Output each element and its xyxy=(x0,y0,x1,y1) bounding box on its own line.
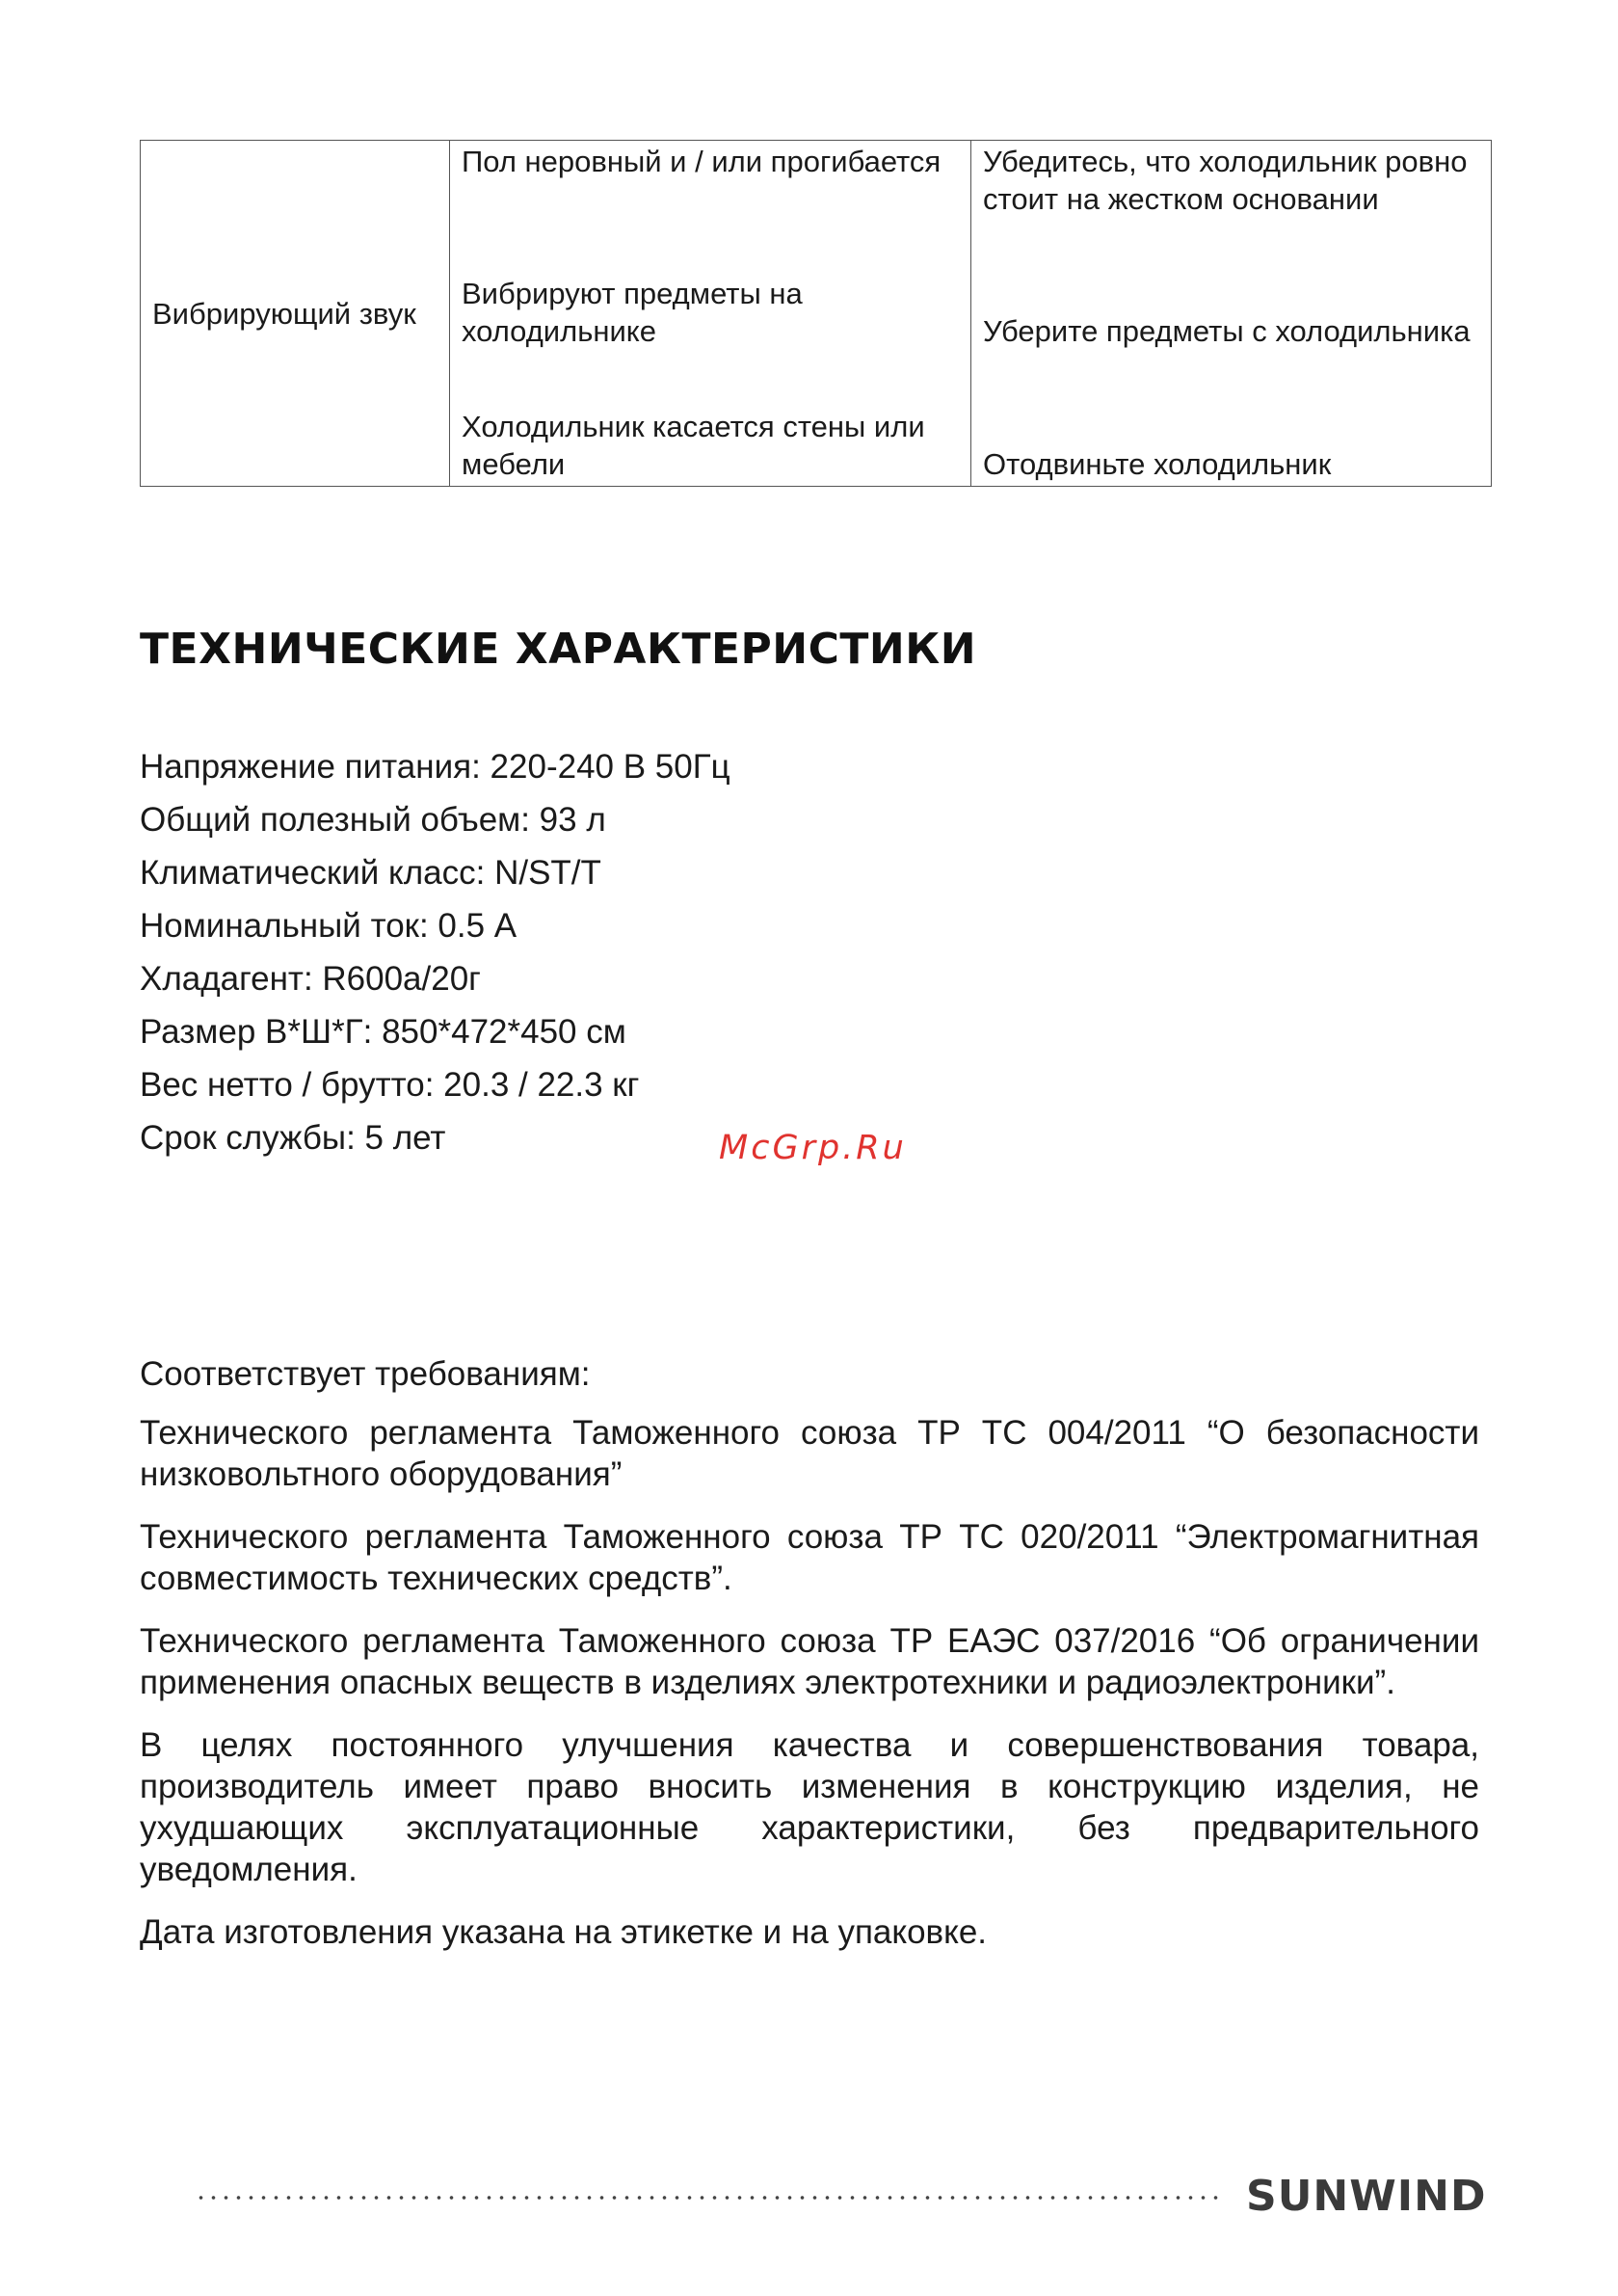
solution-item: Отодвиньте холодильник xyxy=(983,447,1332,481)
problem-text: Вибрирующий звук xyxy=(152,296,416,331)
watermark: McGrp.Ru xyxy=(719,1129,907,1167)
spec-item: Номинальный ток: 0.5 А xyxy=(140,907,517,945)
compliance-paragraph: Дата изготовления указана на этикетке и на упаковке. xyxy=(140,1913,988,1951)
compliance-paragraph: Технического регламента Таможенного союза ТР ТС 004/2011 “О безопасности низковольтного оборудования” xyxy=(140,1414,1479,1493)
spec-item: Размер В*Ш*Г: 850*472*450 см xyxy=(140,1013,626,1051)
spec-item: Вес нетто / брутто: 20.3 / 22.3 кг xyxy=(140,1066,640,1104)
cause-item: Пол неровный и / или прогибается xyxy=(462,145,942,178)
cause-item: Вибрируют предметы на холодильнике xyxy=(462,277,803,348)
solution-item: Уберите предметы с холодильника xyxy=(983,314,1471,348)
compliance-paragraph: Технического регламента Таможенного союза ТР ЕАЭС 037/2016 “Об ограничении применения опасных веществ в изделиях электротехники и радиоэлектроники”. xyxy=(140,1622,1479,1701)
cause-cell xyxy=(450,141,971,487)
spec-item: Общий полезный объем: 93 л xyxy=(140,801,606,839)
cause-item: Холодильник касается стены или мебели xyxy=(462,410,925,481)
troubleshooting-table xyxy=(140,140,1492,487)
problem-cell xyxy=(141,141,450,487)
footer-dotted-divider xyxy=(195,2195,1226,2201)
spec-item: Хладагент: R600a/20г xyxy=(140,960,481,998)
brand-logo: SUNWIND xyxy=(1246,2172,1487,2221)
compliance-paragraph: Технического регламента Таможенного союза ТР ТС 020/2011 “Электромагнитная совместимость технических средств”. xyxy=(140,1518,1479,1597)
specs-list xyxy=(140,740,730,1164)
spec-item: Климатический класс: N/ST/T xyxy=(140,854,601,892)
compliance-intro: Соответствует требованиям: xyxy=(140,1355,591,1393)
compliance-paragraph: В целях постоянного улучшения качества и совершенствования товара, производитель имеет право вносить изменения в конструкцию изделия, не ухудшающих эксплуатационные характеристики, без предварительного уведомления. xyxy=(140,1726,1479,1888)
section-title: ТЕХНИЧЕСКИЕ ХАРАКТЕРИСТИКИ xyxy=(140,625,977,674)
compliance-section xyxy=(140,1353,1479,1974)
solution-item: Убедитесь, что холодильник ровно стоит на жестком основании xyxy=(983,145,1468,216)
table-row xyxy=(141,141,1492,487)
spec-item: Срок службы: 5 лет xyxy=(140,1119,446,1157)
solution-cell xyxy=(971,141,1492,487)
spec-item: Напряжение питания: 220-240 В 50Гц xyxy=(140,748,730,786)
